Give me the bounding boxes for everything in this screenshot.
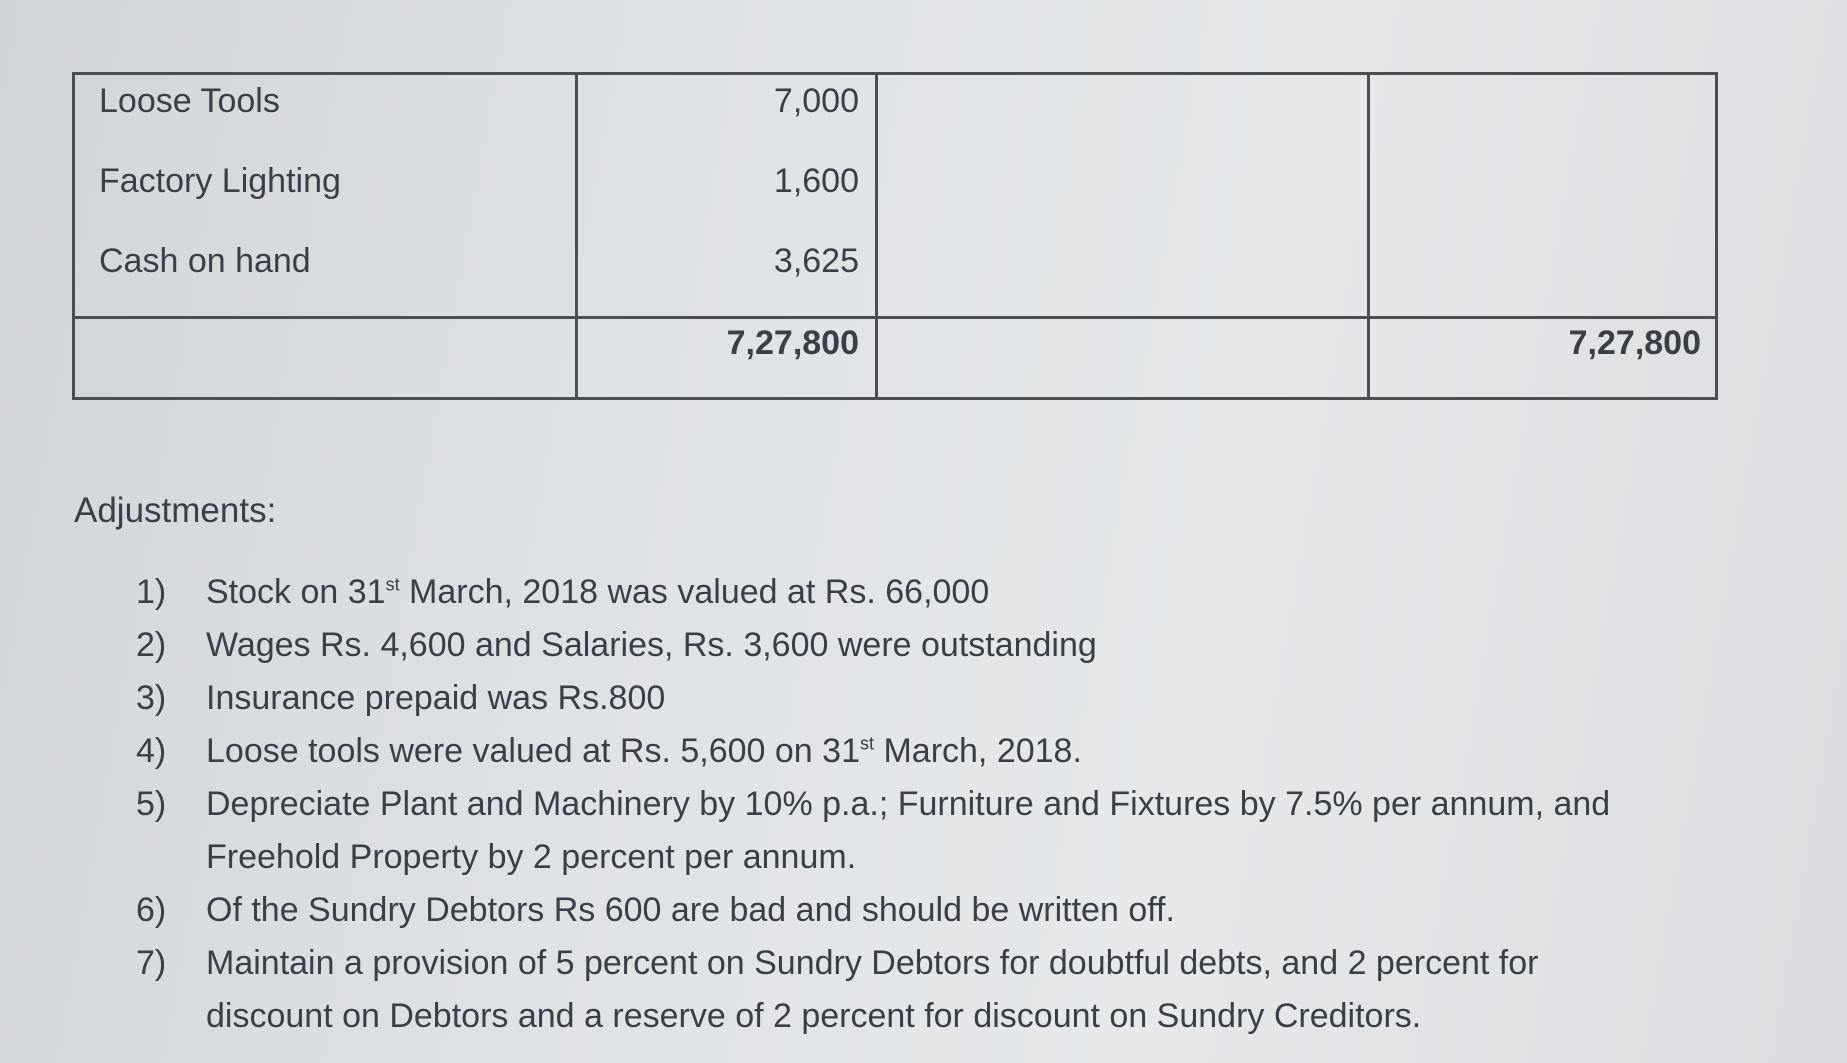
list-item [136,937,1776,1043]
row-label: Factory Lighting [99,162,341,200]
item-text-line: discount on Debtors and a reserve of 2 percent for discount on Sundry Creditors. [206,997,1422,1035]
list-item [136,566,1776,619]
item-text: March, 2018 was valued at Rs. 66,000 [399,573,990,611]
column-divider [575,75,578,397]
item-number: 2) [136,626,167,664]
row-label: Cash on hand [99,242,311,280]
item-text: Insurance prepaid was Rs.800 [206,679,666,717]
item-text-line: Maintain a provision of 5 percent on Sundry Debtors for doubtful debts, and 2 percent for [206,944,1539,982]
list-item [136,778,1776,884]
row-amount: 7,000 [773,82,859,120]
list-item [136,725,1776,778]
item-text-line: Freehold Property by 2 percent per annum. [206,838,857,876]
row-amount: 1,600 [773,162,859,200]
item-number: 6) [136,891,167,929]
item-number: 5) [136,785,167,823]
adjustments-list [136,566,1776,1043]
row-label: Loose Tools [99,82,280,120]
row-amount: 3,625 [773,242,859,280]
list-item [136,619,1776,672]
row-divider [75,316,1715,319]
item-number: 3) [136,679,167,717]
total-credit: 7,27,800 [1568,324,1701,362]
item-number: 4) [136,732,167,770]
column-divider [1367,75,1370,397]
adjustments-heading: Adjustments: [74,491,277,530]
item-text: Loose tools were valued at Rs. 5,600 on 31 [206,732,860,770]
item-number: 1) [136,573,167,611]
list-item [136,672,1776,725]
item-text: Wages Rs. 4,600 and Salaries, Rs. 3,600 were outstanding [206,626,1097,664]
column-divider [875,75,878,397]
trial-balance-table [72,72,1718,400]
item-text: March, 2018. [874,732,1082,770]
ordinal-suffix: st [385,574,400,595]
item-text-line: Depreciate Plant and Machinery by 10% p.a.; Furniture and Fixtures by 7.5% per annum, and [206,785,1611,823]
item-number: 7) [136,944,167,982]
list-item [136,884,1776,937]
item-text: Stock on 31 [206,573,386,611]
item-text: Of the Sundry Debtors Rs 600 are bad and should be written off. [206,891,1175,929]
ordinal-suffix: st [860,733,875,754]
total-debit: 7,27,800 [726,324,859,362]
